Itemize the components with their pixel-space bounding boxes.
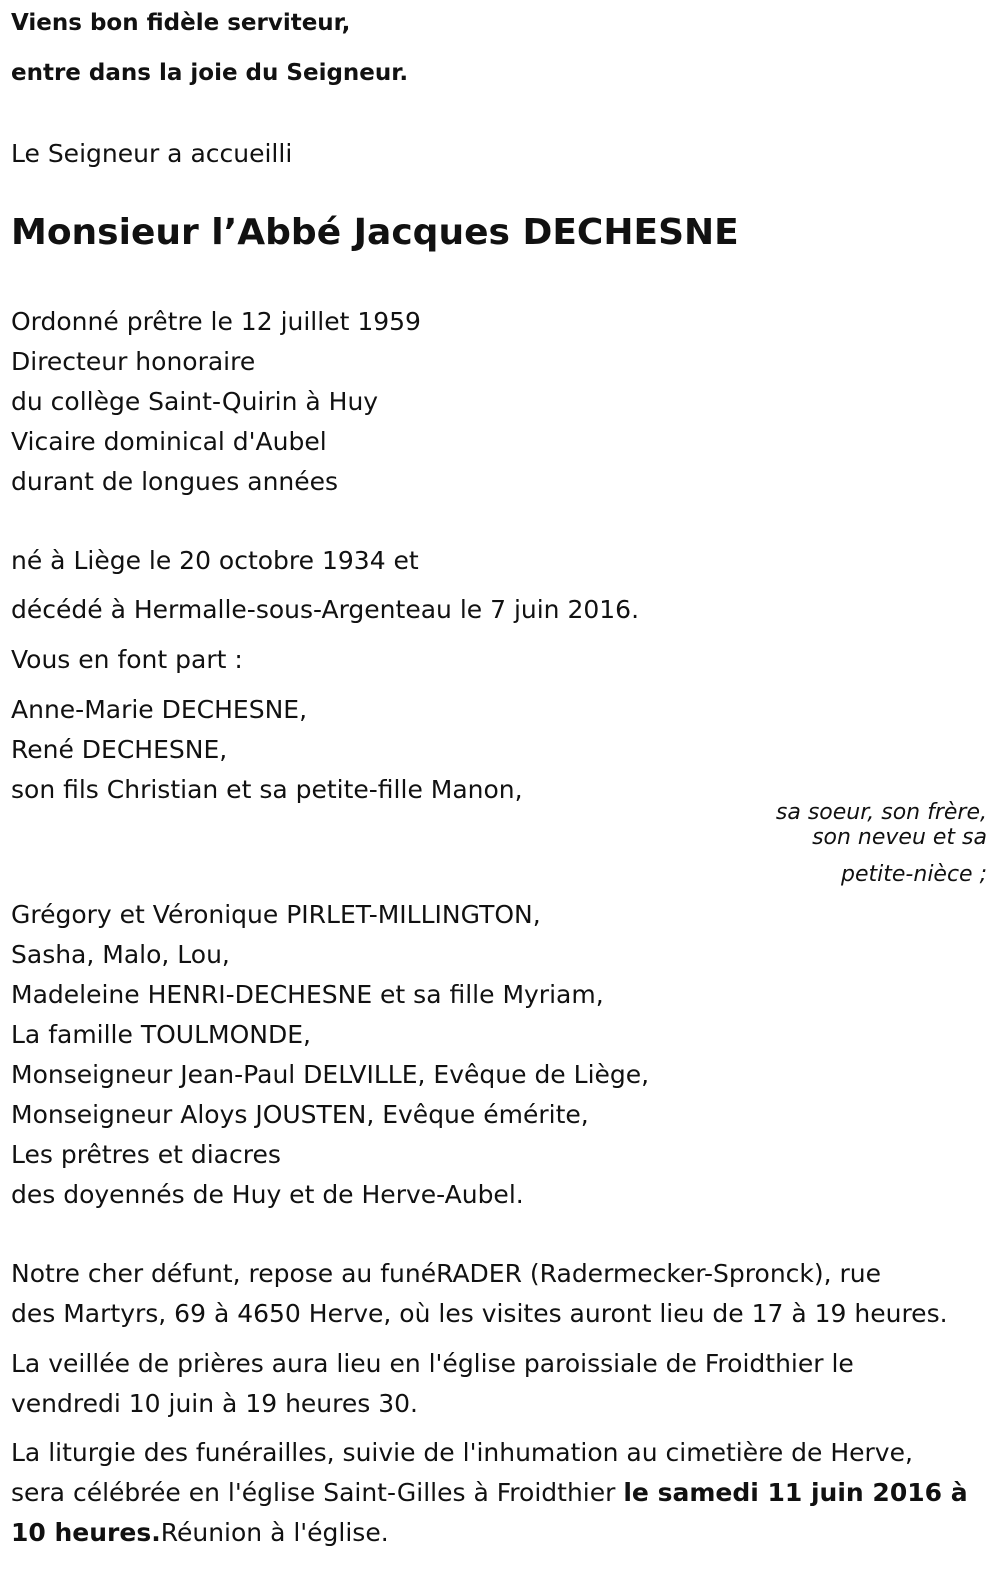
repose-line: des Martyrs, 69 à 4650 Herve, où les visites auront lieu de 17 à 19 heures. [11, 1299, 948, 1328]
veillee-line: La veillée de prières aura lieu en l'église paroissiale de Froidthier le [11, 1349, 854, 1378]
other-line: La famille TOULMONDE, [11, 1020, 311, 1049]
family-line: son fils Christian et sa petite-fille Manon, [11, 775, 523, 804]
death-text: décédé à Hermalle-sous-Argenteau le 7 juin 2016. [11, 595, 640, 624]
veillee-line: vendredi 10 juin à 19 heures 30. [11, 1389, 418, 1418]
other-line: Monseigneur Aloys JOUSTEN, Evêque émérite, [11, 1100, 589, 1129]
repose-paragraph [11, 1254, 948, 1334]
other-line: Sasha, Malo, Lou, [11, 940, 230, 969]
liturgie-text: sera célébrée en l'église Saint-Gilles à Froidthier [11, 1478, 624, 1507]
liturgie-line [11, 1473, 968, 1513]
liturgie-paragraph [11, 1433, 968, 1553]
other-line: Monseigneur Jean-Paul DELVILLE, Evêque de Liège, [11, 1060, 650, 1089]
liturgie-line [11, 1513, 968, 1553]
title-line: Ordonné prêtre le 12 juillet 1959 [11, 307, 421, 336]
other-line: Madeleine HENRI-DECHESNE et sa fille Myriam, [11, 980, 604, 1009]
title-line: du collège Saint-Quirin à Huy [11, 387, 379, 416]
announce-text: Vous en font part : [11, 645, 243, 674]
birth-text: né à Liège le 20 octobre 1934 et [11, 546, 419, 575]
epigraph-line: Viens bon fidèle serviteur, [11, 10, 351, 36]
liturgie-text: Réunion à l'église. [160, 1518, 389, 1547]
others-block [11, 895, 649, 1215]
liturgie-line: La liturgie des funérailles, suivie de l'inhumation au cimetière de Herve, [11, 1438, 913, 1467]
relation-line: petite-nièce ; [841, 862, 987, 887]
family-line: Anne-Marie DECHESNE, [11, 695, 308, 724]
veillee-paragraph [11, 1344, 854, 1424]
family-block [11, 690, 523, 810]
family-relation [776, 800, 987, 850]
repose-line: Notre cher défunt, repose au funéRADER (Radermecker-Spronck), rue [11, 1259, 882, 1288]
title-line: Directeur honoraire [11, 347, 256, 376]
titles-block [11, 302, 421, 502]
intro-text: Le Seigneur a accueilli [11, 139, 293, 168]
relation-line: sa soeur, son frère, [775, 800, 987, 825]
title-line: Vicaire dominical d'Aubel [11, 427, 327, 456]
other-line: des doyennés de Huy et de Herve-Aubel. [11, 1180, 524, 1209]
title-line: durant de longues années [11, 467, 339, 496]
family-line: René DECHESNE, [11, 735, 228, 764]
liturgie-time: 10 heures. [11, 1518, 161, 1547]
deceased-name: Monsieur l’Abbé Jacques DECHESNE [11, 212, 739, 253]
other-line: Les prêtres et diacres [11, 1140, 281, 1169]
liturgie-date: le samedi 11 juin 2016 à [623, 1478, 968, 1507]
epigraph-line: entre dans la joie du Seigneur. [11, 60, 409, 86]
relation-line: son neveu et sa [812, 825, 987, 850]
other-line: Grégory et Véronique PIRLET-MILLINGTON, [11, 900, 541, 929]
